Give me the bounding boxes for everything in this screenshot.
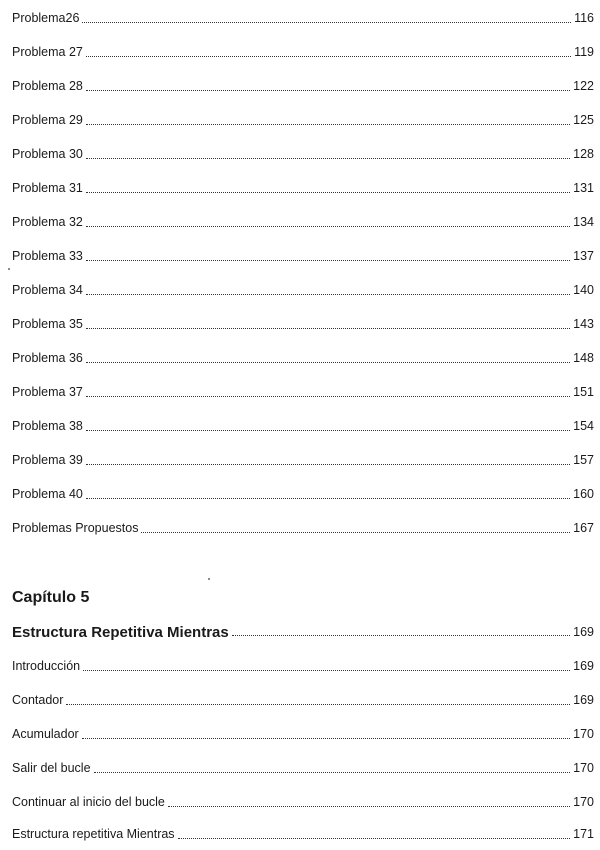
toc-entry-chapter-title[interactable] xyxy=(12,618,594,640)
toc-entry-problema-34[interactable] xyxy=(12,278,594,298)
toc-entry-page-number: 134 xyxy=(573,215,594,229)
dot-leader xyxy=(86,124,570,125)
scan-speck xyxy=(208,578,210,580)
toc-entry-label: Problema 32 xyxy=(12,215,83,229)
toc-entry-salir-del-bucle[interactable] xyxy=(12,756,594,776)
toc-entry-page-number: 148 xyxy=(573,351,594,365)
toc-entry-problema-30[interactable] xyxy=(12,142,594,162)
toc-entry-label: Problema 35 xyxy=(12,317,83,331)
dot-leader xyxy=(94,772,571,773)
toc-entry-problema-32[interactable] xyxy=(12,210,594,230)
dot-leader xyxy=(83,670,570,671)
toc-entry-page-number: 170 xyxy=(573,727,594,741)
toc-entry-page-number: 169 xyxy=(573,693,594,707)
toc-entry-page-number: 154 xyxy=(573,419,594,433)
toc-entry-label: Problema 39 xyxy=(12,453,83,467)
toc-entry-page-number: 151 xyxy=(573,385,594,399)
toc-entry-label: Problema 36 xyxy=(12,351,83,365)
toc-entry-page-number: 143 xyxy=(573,317,594,331)
dot-leader xyxy=(86,464,570,465)
chapter-heading: Capítulo 5 xyxy=(12,589,90,606)
toc-entry-page-number: 169 xyxy=(573,625,594,639)
dot-leader xyxy=(168,806,570,807)
toc-entry-problema-31[interactable] xyxy=(12,176,594,196)
toc-entry-problema-36[interactable] xyxy=(12,346,594,366)
toc-entry-label: Salir del bucle xyxy=(12,761,91,775)
toc-entry-problema-39[interactable] xyxy=(12,448,594,468)
toc-entry-label: Problema 27 xyxy=(12,45,83,59)
toc-entry-page-number: 122 xyxy=(573,79,594,93)
toc-entry-page-number: 125 xyxy=(573,113,594,127)
toc-entry-page-number: 140 xyxy=(573,283,594,297)
toc-entry-page-number: 160 xyxy=(573,487,594,501)
toc-entry-page-number: 170 xyxy=(573,761,594,775)
toc-entry-problema-37[interactable] xyxy=(12,380,594,400)
dot-leader xyxy=(86,362,570,363)
dot-leader xyxy=(232,635,570,636)
toc-entry-contador[interactable] xyxy=(12,688,594,708)
toc-entry-problema-26[interactable] xyxy=(12,6,594,26)
toc-entry-acumulador[interactable] xyxy=(12,722,594,742)
dot-leader xyxy=(66,704,570,705)
toc-entry-continuar-al-inicio[interactable] xyxy=(12,790,594,810)
toc-entry-problemas-propuestos[interactable] xyxy=(12,516,594,536)
toc-entry-page-number: 116 xyxy=(574,11,594,25)
dot-leader xyxy=(86,226,570,227)
toc-entry-label: Problema 38 xyxy=(12,419,83,433)
toc-entry-label: Problema 29 xyxy=(12,113,83,127)
toc-entry-label: Problema26 xyxy=(12,11,80,25)
dot-leader xyxy=(86,294,570,295)
toc-entry-introduccion[interactable] xyxy=(12,654,594,674)
toc-entry-problema-35[interactable] xyxy=(12,312,594,332)
toc-entry-page-number: 169 xyxy=(573,659,594,673)
toc-entry-label: Continuar al inicio del bucle xyxy=(12,795,165,809)
toc-entry-estructura-repetitiva-mientras[interactable] xyxy=(12,822,594,842)
toc-entry-label: Introducción xyxy=(12,659,81,673)
toc-entry-problema-29[interactable] xyxy=(12,108,594,128)
dot-leader xyxy=(86,90,570,91)
dot-leader xyxy=(86,498,570,499)
toc-entry-problema-28[interactable] xyxy=(12,74,594,94)
toc-entry-page-number: 167 xyxy=(573,521,594,535)
toc-entry-label: Problema 37 xyxy=(12,385,83,399)
chapter-title: Estructura Repetitiva Mientras xyxy=(12,624,229,641)
dot-leader xyxy=(141,532,570,533)
dot-leader xyxy=(86,56,571,57)
dot-leader xyxy=(86,396,570,397)
toc-entry-page-number: 171 xyxy=(573,827,594,841)
dot-leader xyxy=(86,192,570,193)
toc-entry-problema-40[interactable] xyxy=(12,482,594,502)
toc-entry-label: Problema 34 xyxy=(12,283,83,297)
toc-entry-page-number: 131 xyxy=(573,181,594,195)
toc-entry-label: Problema 30 xyxy=(12,147,83,161)
toc-entry-page-number: 119 xyxy=(574,45,594,59)
toc-entry-problema-33[interactable] xyxy=(12,244,594,264)
toc-entry-label: Acumulador xyxy=(12,727,79,741)
dot-leader xyxy=(86,430,570,431)
toc-entry-label: Estructura repetitiva Mientras xyxy=(12,827,175,841)
dot-leader xyxy=(86,260,570,261)
scan-speck xyxy=(8,268,10,270)
toc-entry-label: Problemas Propuestos xyxy=(12,521,139,535)
dot-leader xyxy=(86,328,570,329)
toc-entry-page-number: 137 xyxy=(573,249,594,263)
toc-entry-page-number: 170 xyxy=(573,795,594,809)
toc-entry-page-number: 157 xyxy=(573,453,594,467)
dot-leader xyxy=(82,738,570,739)
dot-leader xyxy=(82,22,571,23)
toc-entry-problema-27[interactable] xyxy=(12,40,594,60)
toc-entry-label: Problema 40 xyxy=(12,487,83,501)
toc-entry-label: Problema 28 xyxy=(12,79,83,93)
toc-entry-page-number: 128 xyxy=(573,147,594,161)
toc-entry-label: Problema 33 xyxy=(12,249,83,263)
dot-leader xyxy=(86,158,570,159)
toc-entry-problema-38[interactable] xyxy=(12,414,594,434)
dot-leader xyxy=(178,838,571,839)
toc-entry-label: Contador xyxy=(12,693,64,707)
toc-entry-label: Problema 31 xyxy=(12,181,83,195)
